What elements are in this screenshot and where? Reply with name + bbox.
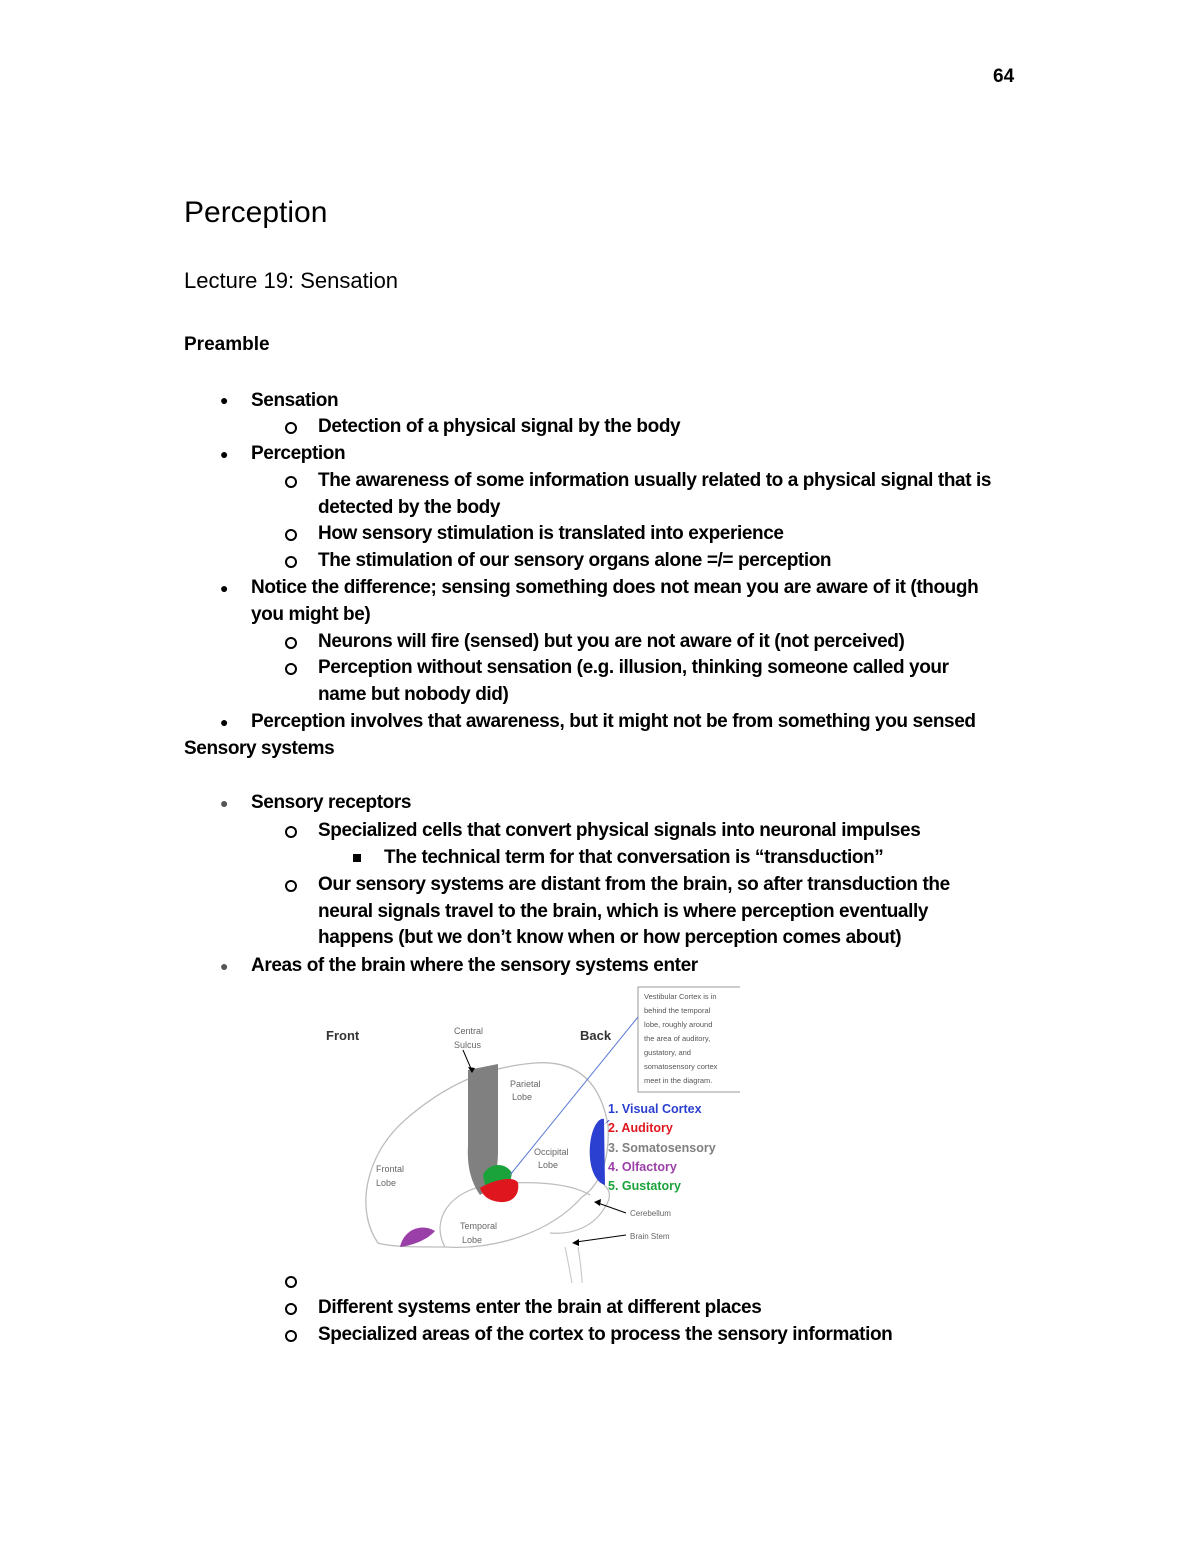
bullet-icon [285, 1276, 297, 1288]
bullet-icon: ● [220, 446, 229, 462]
temporal-label: Temporal [460, 1221, 498, 1231]
olfactory-region [400, 1228, 435, 1247]
list-item: Perception involves that awareness, but it might not be from something you sensed [251, 711, 976, 732]
bullet-icon [353, 854, 361, 862]
list-item: Perception without sensation (e.g. illusion, thinking someone called your [318, 657, 949, 678]
page-number: 64 [993, 66, 1015, 87]
list-item: Specialized cells that convert physical signals into neuronal impulses [318, 820, 921, 841]
list-item-cont: you might be) [251, 604, 371, 625]
frontal-label: Lobe [376, 1178, 397, 1188]
bullet-icon [285, 422, 297, 434]
legend-visual: 1. Visual Cortex [608, 1102, 702, 1116]
list-item: Perception [251, 443, 346, 464]
list-item-cont: neural signals travel to the brain, which is where perception eventually [318, 901, 928, 922]
list-item: Sensation [251, 390, 339, 411]
list-item-cont: detected by the body [318, 497, 501, 518]
page-title: Perception [184, 196, 328, 229]
brain-stem-outline [565, 1247, 582, 1283]
list-item: Different systems enter the brain at different places [318, 1297, 762, 1318]
legend-auditory: 2. Auditory [608, 1121, 673, 1135]
brainstem-arrow [576, 1235, 626, 1242]
list-item: Notice the difference; sensing something does not mean you are aware of it (though [251, 577, 979, 598]
list-item: Our sensory systems are distant from the brain, so after transduction the [318, 874, 950, 895]
parietal-label: Parietal [510, 1079, 541, 1089]
cerebellum-outline [550, 1185, 609, 1233]
back-label: Back [580, 1028, 612, 1043]
legend-gustatory: 5. Gustatory [608, 1179, 681, 1193]
temporal-label: Lobe [462, 1235, 483, 1245]
list-item: The stimulation of our sensory organs alone =/= perception [318, 550, 832, 571]
bullet-icon [285, 1303, 297, 1315]
note-line: gustatory, and [644, 1048, 691, 1057]
bullet-icon [285, 880, 297, 892]
list-item: How sensory stimulation is translated into experience [318, 523, 784, 544]
note-line: meet in the diagram. [644, 1076, 713, 1085]
list-item: Sensory receptors [251, 792, 412, 813]
central-sulcus-label: Central [454, 1026, 484, 1036]
list-item-cont: happens (but we don’t know when or how perception comes about) [318, 927, 902, 948]
note-line: somatosensory cortex [644, 1062, 718, 1071]
lecture-heading: Lecture 19: Sensation [184, 268, 399, 293]
legend-olfactory: 4. Olfactory [608, 1160, 677, 1174]
note-line: Vestibular Cortex is in [644, 992, 717, 1001]
occipital-label: Lobe [538, 1160, 559, 1170]
central-sulcus-label: Sulcus [454, 1040, 482, 1050]
list-item-cont: name but nobody did) [318, 684, 509, 705]
bullet-icon [285, 637, 297, 649]
list-item: The technical term for that conversation is “transduction” [384, 847, 884, 868]
arrow-head-icon [594, 1199, 601, 1206]
note-line: lobe, roughly around [644, 1020, 713, 1029]
bullet-icon: ● [220, 580, 229, 596]
front-label: Front [326, 1028, 360, 1043]
bullet-icon: ● [220, 795, 229, 811]
brain-diagram [320, 985, 740, 1285]
bullet-icon [285, 556, 297, 568]
parietal-label: Lobe [512, 1092, 533, 1102]
bullet-icon [285, 476, 297, 488]
bullet-icon: ● [220, 958, 229, 974]
note-line: behind the temporal [644, 1006, 711, 1015]
list-item: The awareness of some information usually related to a physical signal that is [318, 470, 992, 491]
list-item: Detection of a physical signal by the body [318, 416, 681, 437]
bullet-icon [285, 1330, 297, 1342]
brain-stem-label: Brain Stem [630, 1232, 670, 1241]
sensory-heading: Sensory systems [184, 738, 335, 759]
preamble-heading: Preamble [184, 334, 270, 355]
bullet-icon [285, 529, 297, 541]
note-line: the area of auditory, [644, 1034, 711, 1043]
bullet-icon: ● [220, 714, 229, 730]
list-item: Specialized areas of the cortex to process the sensory information [318, 1324, 893, 1345]
list-item: Neurons will fire (sensed) but you are not aware of it (not perceived) [318, 631, 905, 652]
bullet-icon: ● [220, 392, 229, 408]
occipital-label: Occipital [534, 1147, 569, 1157]
cerebellum-label: Cerebellum [630, 1209, 671, 1218]
arrow-head-icon [572, 1239, 579, 1246]
bullet-icon [285, 826, 297, 838]
bullet-icon [285, 663, 297, 675]
list-item: Areas of the brain where the sensory systems enter [251, 955, 698, 976]
legend-somatosensory: 3. Somatosensory [608, 1141, 716, 1155]
frontal-label: Frontal [376, 1164, 405, 1174]
